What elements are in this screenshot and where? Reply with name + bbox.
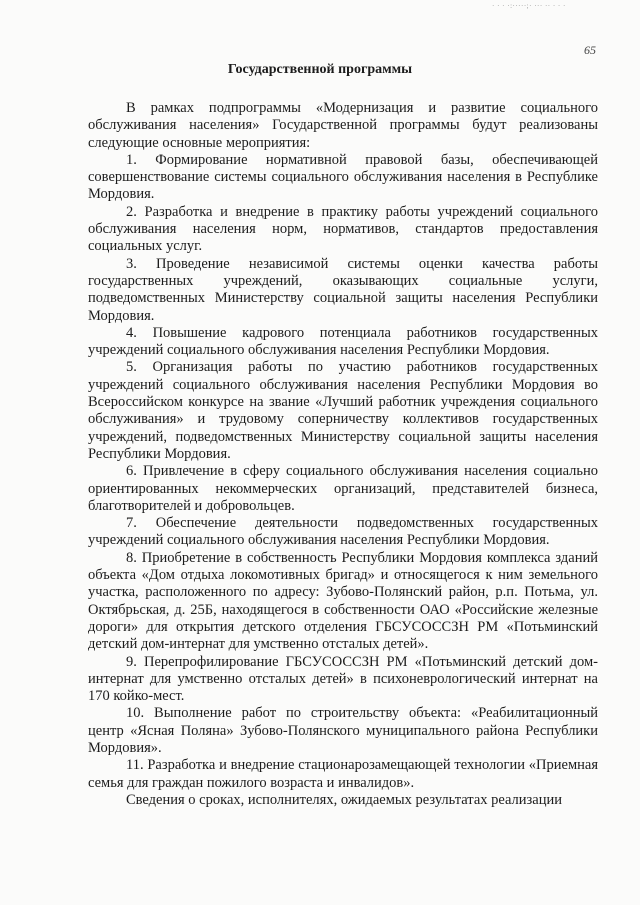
list-item: 4. Повышение кадрового потенциала работников государственных учреждений социального обслуживания населения Республики Мордовия. bbox=[88, 324, 598, 359]
document-body bbox=[88, 100, 598, 809]
paragraph-closing: Сведения о сроках, исполнителях, ожидаемых результатах реализации bbox=[126, 791, 562, 808]
scan-mark: · · · ·:·····;· ··· ·· · · · bbox=[492, 2, 566, 10]
list-item: 2. Разработка и внедрение в практику работы учреждений социального обслуживания населения норм, нормативов, стандартов предоставления социальных услуг. bbox=[88, 203, 598, 255]
page-title: Государственной программы bbox=[227, 62, 413, 77]
list-item: 8. Приобретение в собственность Республики Мордовия комплекса зданий объекта «Дом отдыха локомотивных бригад» и относящегося к ним земельного участка, расположенного по адресу: Зубово-Полянский район, р.п. Потьма, ул. Октябрьская, д. 25Б, находящегося в собственности ОАО «Российские железные дороги» для открытия детского отделения ГБСУСОССЗН РМ «Потьминский детский дом-интернат для умственно отсталых детей». bbox=[88, 549, 598, 653]
page-number: 65 bbox=[584, 43, 596, 57]
list-item: 5. Организация работы по участию работников государственных учреждений социального обслуживания населения Республики Мордовия во Всероссийском конкурсе на звание «Лучший работник учреждения социального обслуживания» и трудовому соперничеству коллективов государственных учреждений, подведомственных Министерству социальной защиты населения Республики Мордовия. bbox=[88, 359, 598, 462]
list-item: 7. Обеспечение деятельности подведомственных государственных учреждений социального обслуживания населения Республики Мордовия. bbox=[88, 515, 598, 549]
list-item: 11. Разработка и внедрение стационарозамещающей технологии «Приемная семья для граждан пожилого возраста и инвалидов». bbox=[88, 757, 598, 791]
list-item: 6. Привлечение в сферу социального обслуживания населения социально ориентированных некоммерческих организаций, представителей бизнеса, благотворителей и добровольцев. bbox=[88, 463, 598, 514]
list-item: 1. Формирование нормативной правовой базы, обеспечивающей совершенствование системы социального обслуживания населения в Республике Мордовия. bbox=[88, 151, 598, 203]
list-item: 10. Выполнение работ по строительству объекта: «Реабилитационный центр «Ясная Поляна» Зубово-Полянского муниципального района Республики Мордовия». bbox=[88, 705, 598, 756]
list-item: 9. Перепрофилирование ГБСУСОССЗН РМ «Потьминский детский дом-интернат для умственно отсталых детей» в психоневрологический интернат на 170 койко-мест. bbox=[88, 653, 598, 705]
list-item: 3. Проведение независимой системы оценки качества работы государственных учреждений, оказывающих социальные услуги, подведомственных Министерству социальной защиты населения Республики Мордовия. bbox=[88, 255, 598, 324]
paragraph-intro: В рамках подпрограммы «Модернизация и развитие социального обслуживания населения» Государственной программы будут реализованы следующие основные мероприятия: bbox=[88, 100, 598, 151]
